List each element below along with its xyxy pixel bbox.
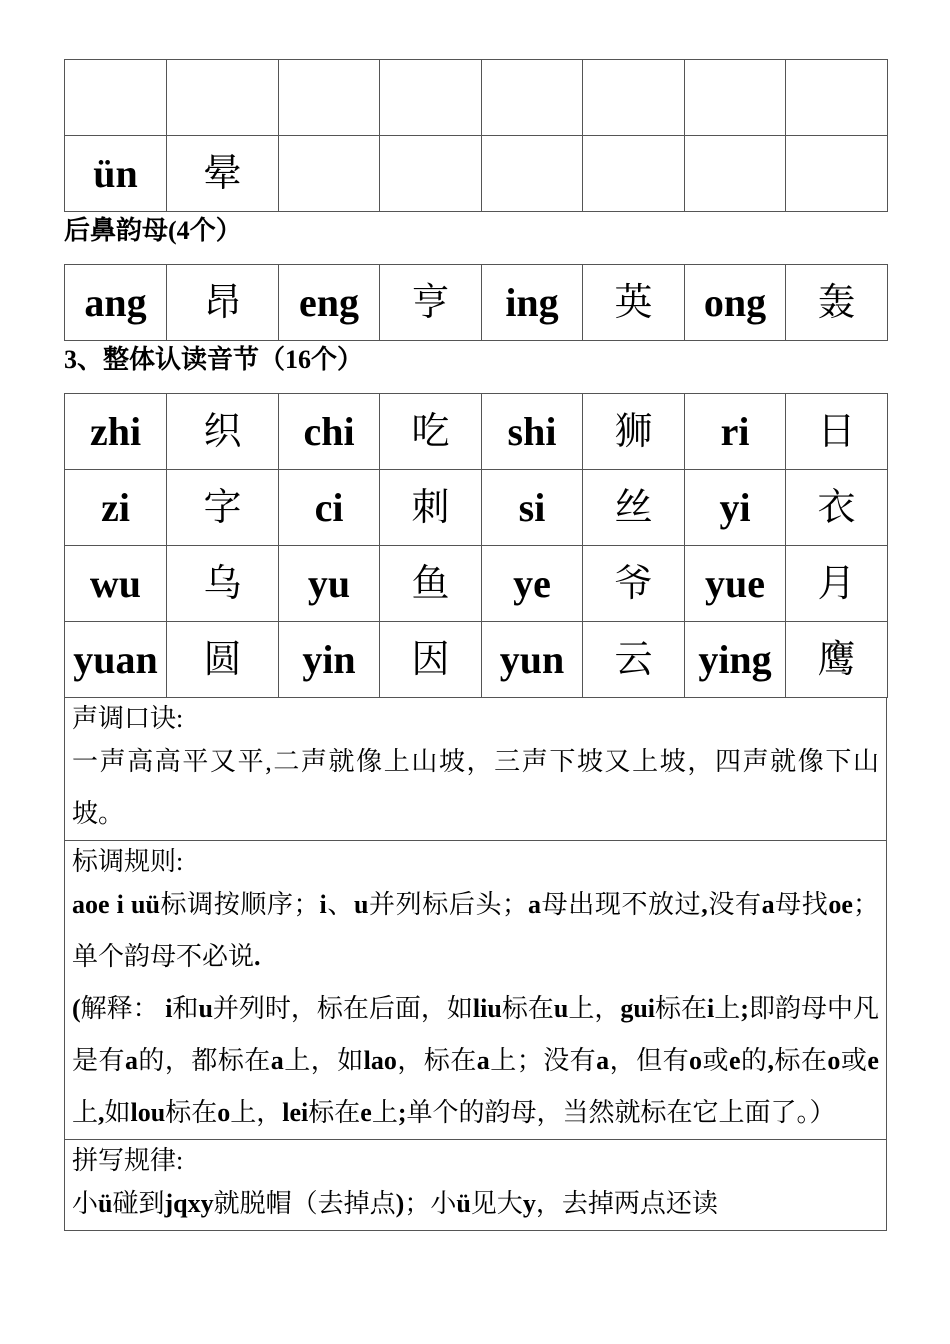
hanzi-cell: 月 bbox=[786, 546, 888, 622]
hanzi-cell: 圆 bbox=[167, 622, 279, 698]
pinyin-cell bbox=[65, 60, 167, 136]
pinyin-cell: yu bbox=[279, 546, 380, 622]
hanzi-cell: 轰 bbox=[786, 265, 888, 341]
document-page bbox=[64, 59, 887, 1231]
tone-rhyme-note bbox=[65, 698, 886, 840]
hanzi-cell: 云 bbox=[583, 622, 685, 698]
hanzi-cell: 鱼 bbox=[380, 546, 482, 622]
pinyin-cell bbox=[380, 136, 482, 212]
hanzi-cell: 因 bbox=[380, 622, 482, 698]
pinyin-cell: ying bbox=[685, 622, 786, 698]
pinyin-cell: wu bbox=[65, 546, 167, 622]
zhengti-table-body bbox=[65, 394, 888, 698]
pinyin-cell bbox=[786, 60, 888, 136]
hanzi-cell: 丝 bbox=[583, 470, 685, 546]
marking-rules-note bbox=[65, 840, 886, 1139]
rules-notes bbox=[64, 698, 887, 1231]
table-row bbox=[65, 136, 888, 212]
hanzi-cell: 狮 bbox=[583, 394, 685, 470]
spelling-rules-body: 小ü碰到jqxy就脱帽（去掉点)；小ü见大y，去掉两点还读 bbox=[72, 1189, 718, 1218]
section-heading-houbi-yunmu: 后鼻韵母(4个） bbox=[64, 216, 242, 245]
houbi-yunmu-table bbox=[64, 264, 888, 341]
pinyin-cell: zi bbox=[65, 470, 167, 546]
top-table-body bbox=[65, 60, 888, 212]
pinyin-cell: yun bbox=[482, 622, 583, 698]
marking-rules-title: 标调规则: bbox=[72, 847, 184, 876]
zhengti-rendu-table bbox=[64, 393, 888, 698]
houbi-table-body bbox=[65, 265, 888, 341]
tone-rhyme-title: 声调口诀: bbox=[72, 704, 184, 733]
pinyin-cell: ing bbox=[482, 265, 583, 341]
pinyin-cell bbox=[583, 60, 685, 136]
pinyin-cell bbox=[279, 136, 380, 212]
pinyin-cell: yue bbox=[685, 546, 786, 622]
table-row bbox=[65, 622, 888, 698]
hanzi-cell: 英 bbox=[583, 265, 685, 341]
marking-rules-body: aoe i uü标调按顺序；i、u并列标后头；a母出现不放过,没有a母找oe；单个韵母不必说. bbox=[72, 890, 879, 971]
spelling-rules-title: 拼写规律: bbox=[72, 1146, 184, 1175]
pinyin-cell bbox=[279, 60, 380, 136]
pinyin-cell: ün bbox=[65, 136, 167, 212]
hanzi-cell: 鹰 bbox=[786, 622, 888, 698]
table-row bbox=[65, 265, 888, 341]
table-row bbox=[65, 394, 888, 470]
pinyin-cell: yi bbox=[685, 470, 786, 546]
finals-table-top bbox=[64, 59, 888, 212]
marking-rules-explanation: (解释： i和u并列时，标在后面，如liu标在u上，gui标在i上;即韵母中凡是有a的，都标在a上，如lao，标在a上；没有a，但有o或e的,标在o或e上,如lou标在o上，lei标在e上;单个的韵母，当然就标在它上面了。） bbox=[72, 994, 879, 1127]
section-heading-zhengti-rendu: 3、整体认读音节（16个） bbox=[64, 345, 364, 374]
hanzi-cell: 刺 bbox=[380, 470, 482, 546]
pinyin-cell: ci bbox=[279, 470, 380, 546]
hanzi-cell: 日 bbox=[786, 394, 888, 470]
pinyin-cell bbox=[482, 136, 583, 212]
pinyin-cell bbox=[482, 60, 583, 136]
pinyin-cell: yin bbox=[279, 622, 380, 698]
table-row bbox=[65, 60, 888, 136]
spelling-rules-note bbox=[65, 1139, 886, 1230]
hanzi-cell: 乌 bbox=[167, 546, 279, 622]
pinyin-cell: shi bbox=[482, 394, 583, 470]
pinyin-cell: ang bbox=[65, 265, 167, 341]
pinyin-cell bbox=[685, 136, 786, 212]
pinyin-cell: ong bbox=[685, 265, 786, 341]
pinyin-cell bbox=[685, 60, 786, 136]
hanzi-cell: 昂 bbox=[167, 265, 279, 341]
tone-rhyme-body: 一声高高平又平,二声就像上山坡，三声下坡又上坡，四声就像下山坡。 bbox=[72, 747, 879, 828]
hanzi-cell: 亨 bbox=[380, 265, 482, 341]
pinyin-cell bbox=[167, 60, 279, 136]
table-row bbox=[65, 470, 888, 546]
pinyin-cell: ri bbox=[685, 394, 786, 470]
hanzi-cell: 爷 bbox=[583, 546, 685, 622]
pinyin-cell bbox=[380, 60, 482, 136]
hanzi-cell: 织 bbox=[167, 394, 279, 470]
hanzi-cell: 衣 bbox=[786, 470, 888, 546]
pinyin-cell: ye bbox=[482, 546, 583, 622]
pinyin-cell bbox=[786, 136, 888, 212]
table-row bbox=[65, 546, 888, 622]
pinyin-cell bbox=[583, 136, 685, 212]
hanzi-cell: 晕 bbox=[167, 136, 279, 212]
pinyin-cell: si bbox=[482, 470, 583, 546]
pinyin-cell: chi bbox=[279, 394, 380, 470]
pinyin-cell: eng bbox=[279, 265, 380, 341]
hanzi-cell: 吃 bbox=[380, 394, 482, 470]
pinyin-cell: yuan bbox=[65, 622, 167, 698]
pinyin-cell: zhi bbox=[65, 394, 167, 470]
hanzi-cell: 字 bbox=[167, 470, 279, 546]
